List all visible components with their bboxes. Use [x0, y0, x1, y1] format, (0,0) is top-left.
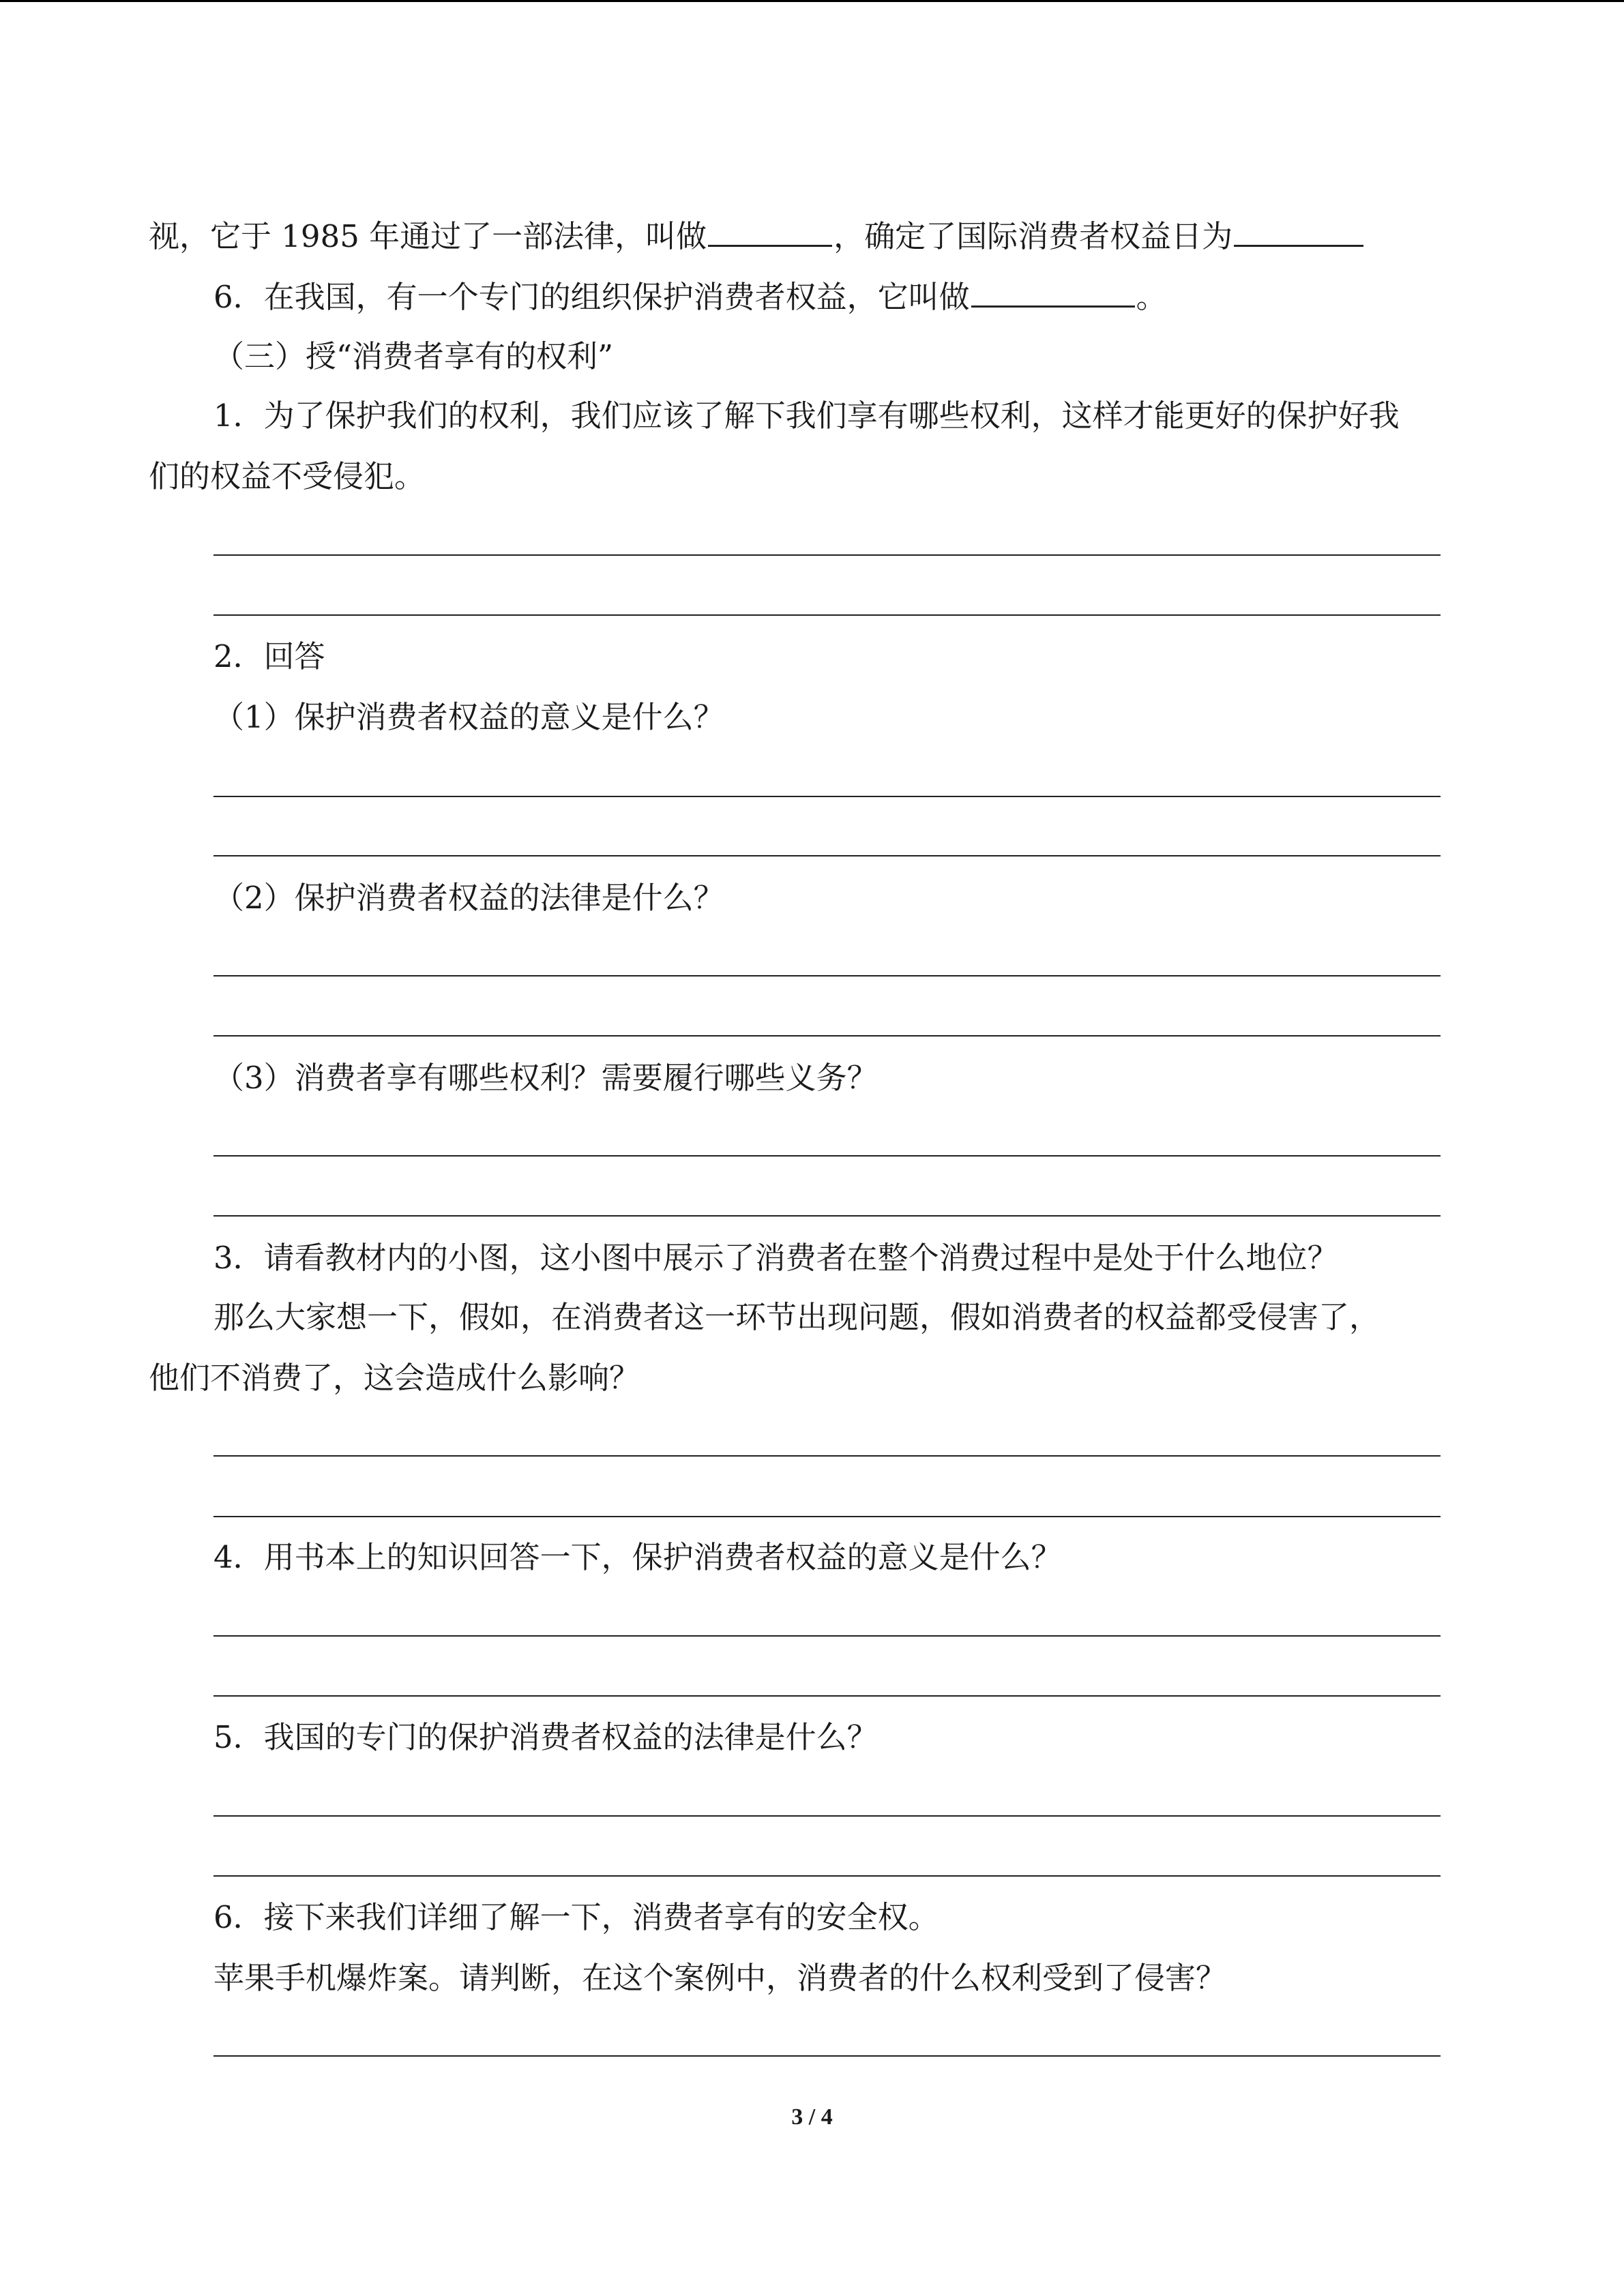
question-2-2: （2）保护消费者权益的法律是什么？ — [213, 880, 724, 916]
question-6-case: 苹果手机爆炸案。请判断，在这个案例中，消费者的什么权利受到了侵害？ — [213, 1960, 1227, 1996]
question-5: 5．我国的专门的保护消费者权益的法律是什么？ — [213, 1719, 878, 1755]
question-3-continued: 那么大家想一下，假如，在消费者这一环节出现问题，假如消费者的权益都受侵害了， — [213, 1299, 1381, 1335]
text-line — [149, 215, 1365, 257]
question-1-continued: 们的权益不受侵犯。 — [149, 458, 426, 494]
answer-line[interactable] — [213, 1815, 1441, 1817]
answer-line[interactable] — [213, 1695, 1441, 1697]
answer-line[interactable] — [213, 554, 1441, 556]
question-2-3: （3）消费者享有哪些权利？需要履行哪些义务？ — [213, 1060, 878, 1096]
question-4: 4．用书本上的知识回答一下，保护消费者权益的意义是什么？ — [213, 1539, 1062, 1575]
answer-line[interactable] — [213, 1635, 1441, 1637]
section-heading: （三）授“消费者享有的权利” — [213, 338, 614, 374]
question-3: 3．请看教材内的小图，这小图中展示了消费者在整个消费过程中是处于什么地位？ — [213, 1240, 1338, 1276]
answer-line[interactable] — [213, 1875, 1441, 1877]
fill-blank-rights-day[interactable] — [1234, 215, 1363, 247]
answer-line[interactable] — [213, 1035, 1441, 1037]
line-text: 视，它于 1985 年通过了一部法律，叫做 — [149, 218, 707, 254]
answer-line[interactable] — [213, 1516, 1441, 1517]
answer-line[interactable] — [213, 614, 1441, 616]
question-5-6 — [213, 275, 1167, 318]
question-2: 2．回答 — [213, 638, 325, 674]
answer-line[interactable] — [213, 2055, 1441, 2057]
line-text: ，确定了国际消费者权益日为 — [833, 218, 1233, 254]
fill-blank-organization[interactable] — [971, 275, 1135, 308]
answer-line[interactable] — [213, 796, 1441, 797]
answer-line[interactable] — [213, 975, 1441, 976]
question-6: 6．接下来我们详细了解一下，消费者享有的安全权。 — [213, 1899, 939, 1935]
top-border — [0, 0, 1624, 2]
answer-line[interactable] — [213, 1455, 1441, 1457]
question-1: 1．为了保护我们的权利，我们应该了解下我们享有哪些权利，这样才能更好的保护好我 — [213, 398, 1400, 434]
line-text: 。 — [1136, 279, 1167, 315]
page-number: 3 / 4 — [791, 2104, 833, 2130]
answer-line[interactable] — [213, 855, 1441, 856]
fill-blank-law-name[interactable] — [708, 215, 832, 247]
question-3-continued: 他们不消费了，这会造成什么影响？ — [149, 1360, 640, 1396]
line-text: 6．在我国，有一个专门的组织保护消费者权益，它叫做 — [213, 279, 970, 315]
answer-line[interactable] — [213, 1215, 1441, 1217]
question-2-1: （1）保护消费者权益的意义是什么？ — [213, 699, 724, 735]
answer-line[interactable] — [213, 1155, 1441, 1157]
